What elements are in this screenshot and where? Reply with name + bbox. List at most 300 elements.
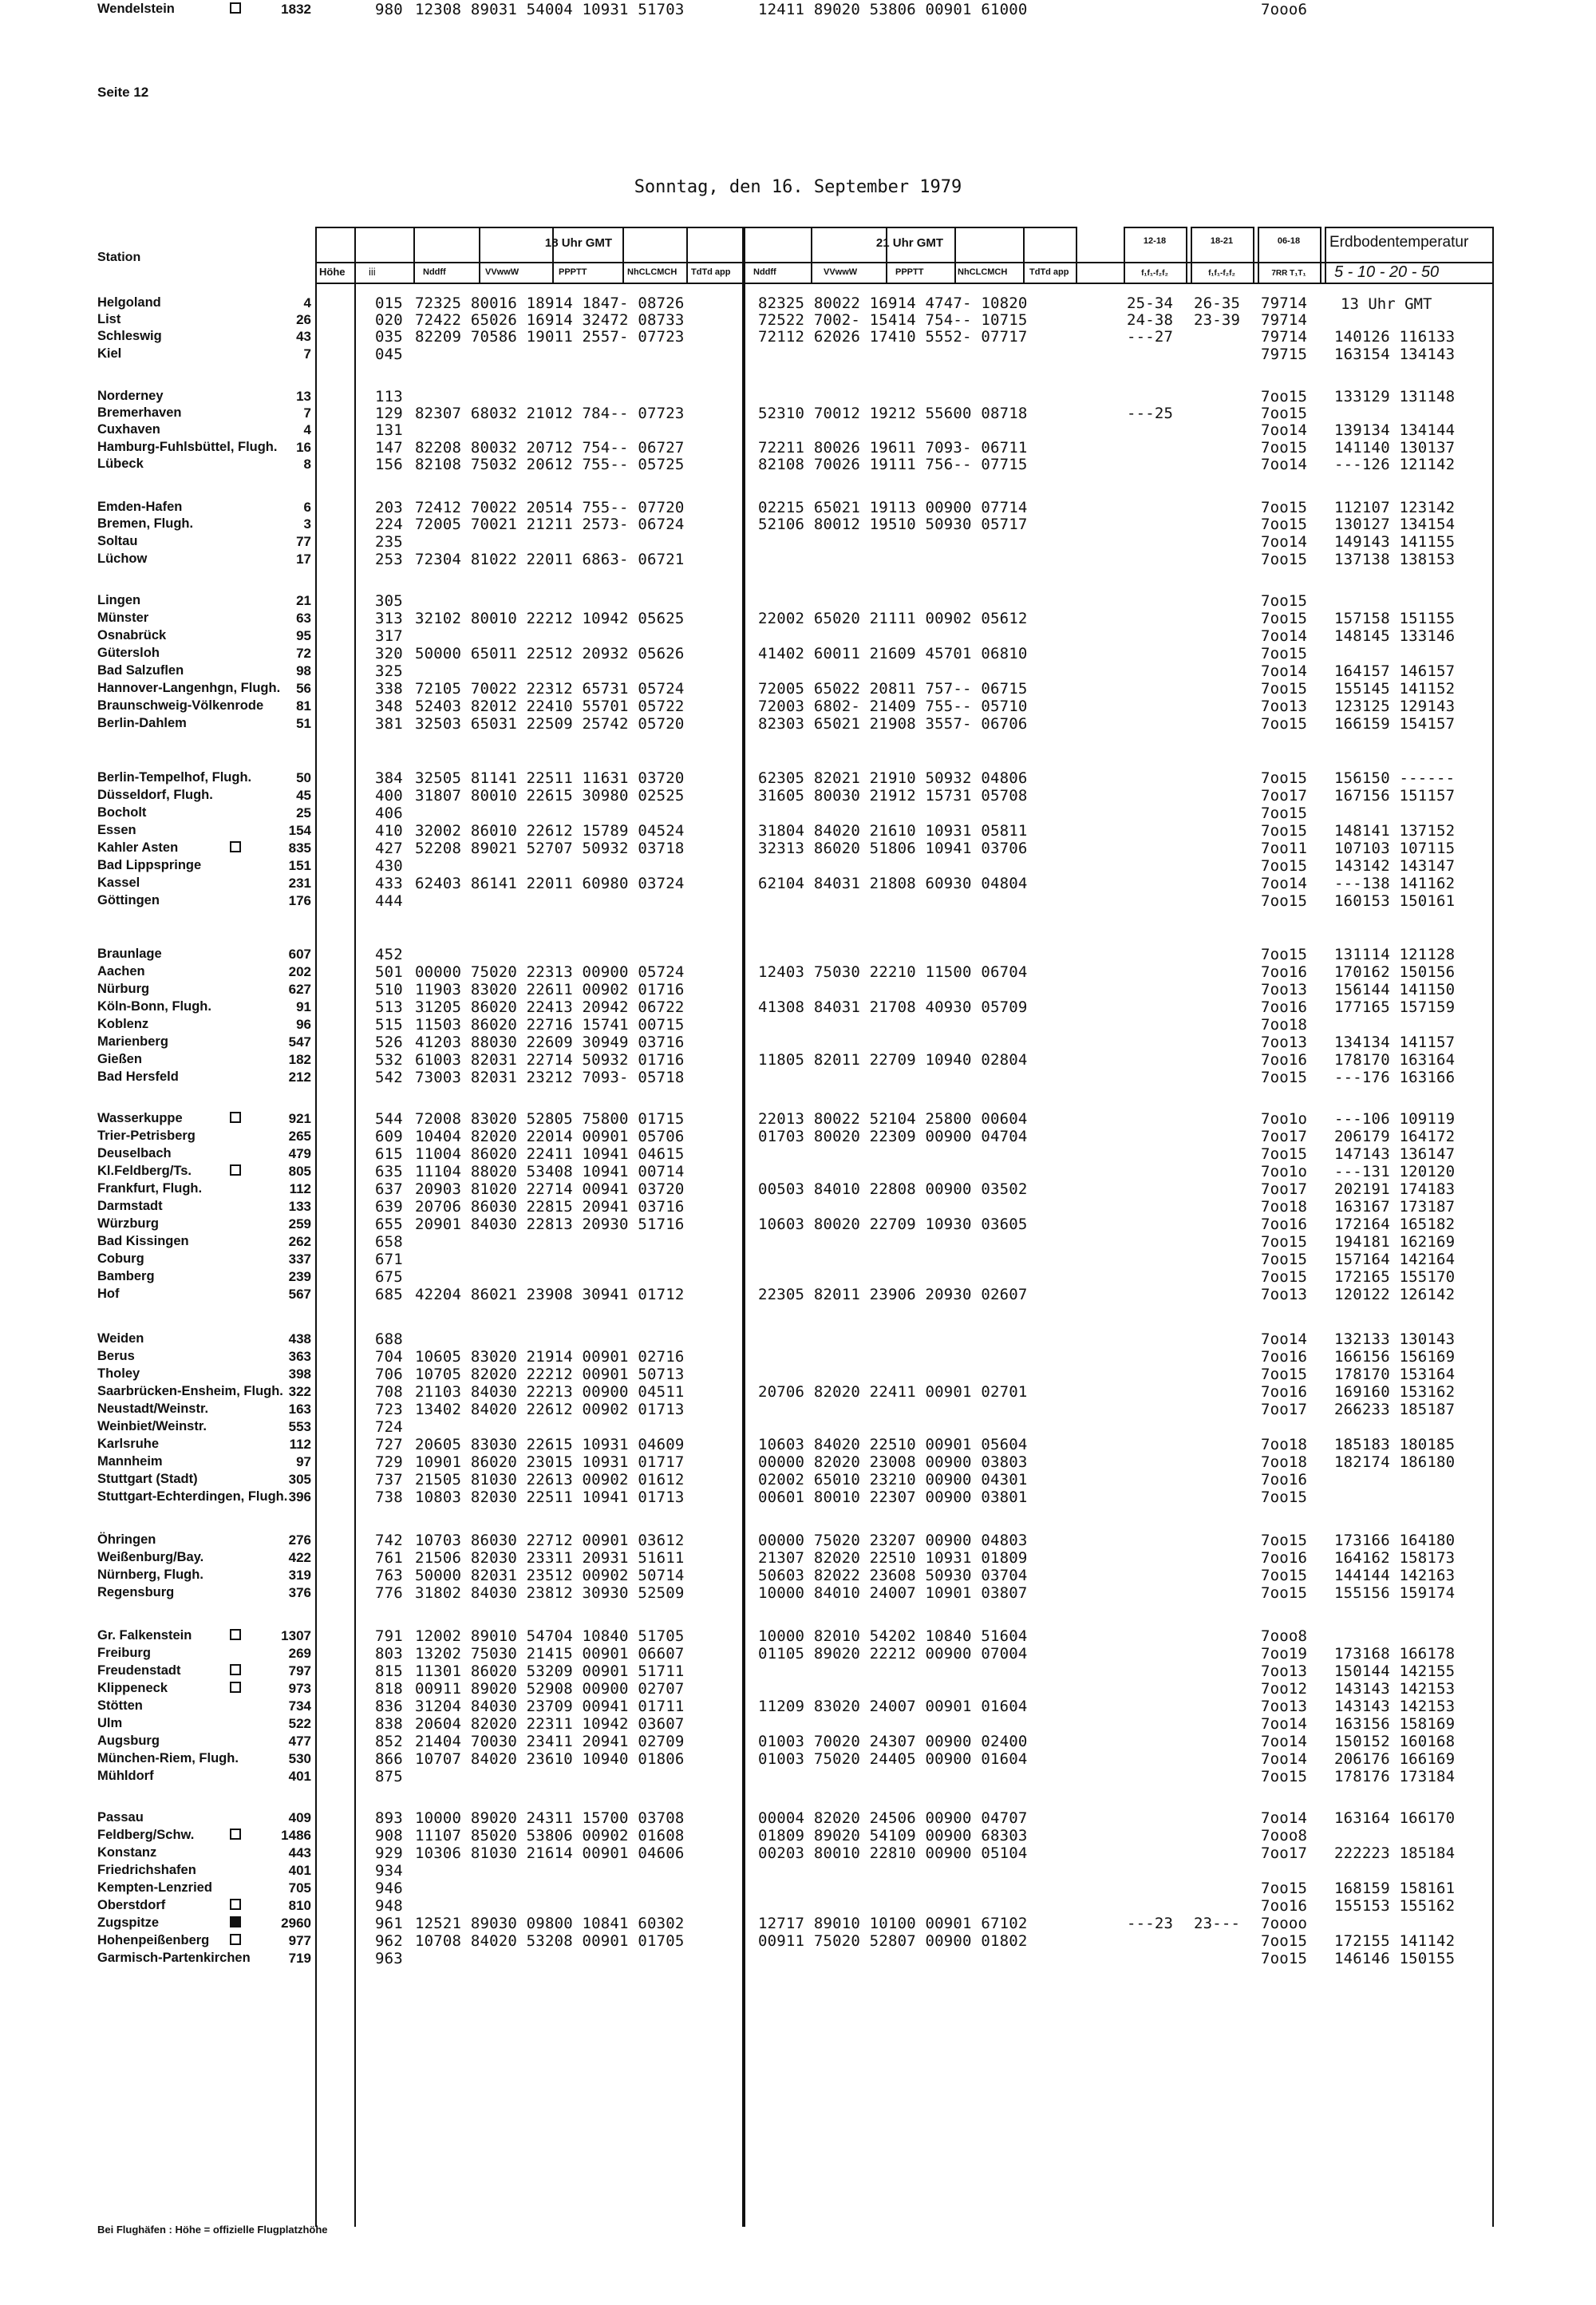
soil-temperature: 133129 131148 xyxy=(1334,388,1456,405)
station-height: 239 xyxy=(288,1269,311,1284)
station-height: 96 xyxy=(296,1017,311,1032)
table-row xyxy=(0,455,1596,472)
soil-temperature: 163156 158169 xyxy=(1334,1715,1456,1733)
obs-18-gmt: 72325 80016 18914 1847- 08726 xyxy=(415,295,685,312)
obs-21-gmt: 82303 65021 21908 3557- 06706 xyxy=(758,715,1028,733)
obs-18-gmt: 82209 70586 19011 2557- 07723 xyxy=(415,328,685,346)
table-row xyxy=(0,1267,1596,1285)
header-col-21: VVwwW xyxy=(824,267,858,277)
table-row xyxy=(0,387,1596,405)
station-id: 776 xyxy=(375,1584,403,1602)
precip-06-18: 7oo15 xyxy=(1261,892,1308,910)
station-name: Stuttgart-Echterdingen, Flugh. xyxy=(97,1489,288,1504)
obs-18-gmt: 10306 81030 21614 00901 04606 xyxy=(415,1844,685,1862)
header-divider xyxy=(1186,227,1187,283)
soil-temperature: 148141 137152 xyxy=(1334,822,1456,840)
station-id: 875 xyxy=(375,1768,403,1785)
soil-temperature: 185183 180185 xyxy=(1334,1436,1456,1453)
station-height: 13 xyxy=(296,389,311,404)
station-name: Emden-Hafen xyxy=(97,500,183,514)
obs-18-gmt: 12002 89010 54704 10840 51705 xyxy=(415,1627,685,1645)
precip-06-18: 7oo14 xyxy=(1261,1809,1308,1827)
open-square-icon xyxy=(230,1629,241,1640)
station-height: 112 xyxy=(289,1181,311,1196)
station-height: 265 xyxy=(288,1129,311,1144)
table-row xyxy=(0,1145,1596,1162)
station-height: 112 xyxy=(289,1437,311,1452)
obs-18-gmt: 20604 82020 22311 10942 03607 xyxy=(415,1715,685,1733)
station-name: Darmstadt xyxy=(97,1199,163,1213)
table-row xyxy=(0,1750,1596,1767)
table-row xyxy=(0,1453,1596,1470)
station-name: Tholey xyxy=(97,1366,140,1381)
station-name: Wendelstein xyxy=(97,2,175,16)
precip-12-18: ---25 xyxy=(1127,405,1174,422)
obs-18-gmt: 50000 82031 23512 00902 50714 xyxy=(415,1567,685,1584)
obs-18-gmt: 00000 75020 22313 00900 05724 xyxy=(415,963,685,981)
obs-18-gmt: 12521 89030 09800 10841 60302 xyxy=(415,1915,685,1932)
obs-21-gmt: 01809 89020 54109 00900 68303 xyxy=(758,1827,1028,1844)
station-name: Bad Salzuflen xyxy=(97,663,184,678)
soil-temperature: 155153 155162 xyxy=(1334,1897,1456,1915)
station-id: 433 xyxy=(375,875,403,892)
station-height: 1307 xyxy=(281,1628,311,1643)
table-row xyxy=(0,1566,1596,1583)
station-name: Kl.Feldberg/Ts. xyxy=(97,1164,192,1178)
station-height: 973 xyxy=(288,1681,311,1696)
station-name: Hohenpeißenberg xyxy=(97,1933,210,1947)
precip-06-18: 7oo15 xyxy=(1261,499,1308,516)
precip-06-18: 7oo14 xyxy=(1261,875,1308,892)
soil-temperature: 134134 141157 xyxy=(1334,1034,1456,1051)
station-height: 805 xyxy=(288,1164,311,1179)
soil-temperature: 157158 151155 xyxy=(1334,610,1456,627)
table-row xyxy=(0,1714,1596,1732)
table-row xyxy=(0,1417,1596,1435)
station-height: 95 xyxy=(296,628,311,643)
table-row xyxy=(0,1844,1596,1861)
precip-18-21: 23-39 xyxy=(1194,311,1241,329)
soil-temperature: ---138 141162 xyxy=(1334,875,1456,892)
station-name: Zugspitze xyxy=(97,1916,159,1930)
station-height: 398 xyxy=(288,1366,311,1382)
station-id: 305 xyxy=(375,592,403,610)
open-square-icon xyxy=(230,1164,241,1176)
station-id: 532 xyxy=(375,1051,403,1069)
table-row xyxy=(0,1180,1596,1197)
table-row xyxy=(0,714,1596,732)
station-name: Konstanz xyxy=(97,1845,157,1860)
header-col-21: TdTd app xyxy=(1029,267,1069,277)
precip-06-18: 7oo13 xyxy=(1261,698,1308,715)
precip-06-18: 7ooo8 xyxy=(1261,1827,1308,1844)
obs-21-gmt: 00503 84010 22808 00900 03502 xyxy=(758,1180,1028,1198)
obs-21-gmt: 82325 80022 16914 4747- 10820 xyxy=(758,295,1028,312)
precip-06-18: 7oo16 xyxy=(1261,1348,1308,1366)
soil-temperature: 172165 155170 xyxy=(1334,1268,1456,1286)
table-row xyxy=(0,1215,1596,1232)
precip-06-18: 7oo15 xyxy=(1261,1069,1308,1086)
table-row xyxy=(0,874,1596,892)
precip-06-18: 7oooo xyxy=(1261,1915,1308,1932)
soil-temperature: 157164 142164 xyxy=(1334,1251,1456,1268)
header-line xyxy=(1191,227,1253,228)
station-id: 384 xyxy=(375,769,403,787)
header-col-18: VVwwW xyxy=(485,267,519,277)
station-height: 337 xyxy=(288,1251,311,1267)
station-height: 133 xyxy=(288,1199,311,1214)
table-row xyxy=(0,1531,1596,1548)
station-id: 818 xyxy=(375,1680,403,1698)
station-id: 688 xyxy=(375,1330,403,1348)
obs-21-gmt: 01003 75020 24405 00900 01604 xyxy=(758,1750,1028,1768)
obs-18-gmt: 11503 86020 22716 15741 00715 xyxy=(415,1016,685,1034)
table-row xyxy=(0,892,1596,909)
obs-18-gmt: 31802 84030 23812 30930 52509 xyxy=(415,1584,685,1602)
soil-temperature: 173166 164180 xyxy=(1334,1532,1456,1549)
station-height: 477 xyxy=(288,1734,311,1749)
table-row xyxy=(0,1644,1596,1662)
obs-18-gmt: 11301 86020 53209 00901 51711 xyxy=(415,1663,685,1680)
header-col-18: Nddff xyxy=(423,267,446,277)
station-name: Hamburg-Fuhlsbüttel, Flugh. xyxy=(97,440,278,454)
station-name: Bremerhaven xyxy=(97,405,182,420)
table-row xyxy=(0,1896,1596,1914)
table-row xyxy=(0,515,1596,532)
station-name: List xyxy=(97,312,121,326)
soil-temperature: 112107 123142 xyxy=(1334,499,1456,516)
precip-06-18: 7oo16 xyxy=(1261,1216,1308,1233)
soil-temperature: 149143 141155 xyxy=(1334,533,1456,551)
precip-06-18: 7oo15 xyxy=(1261,1366,1308,1383)
station-name: Helgoland xyxy=(97,295,161,310)
precip-06-18: 7oo15 xyxy=(1261,680,1308,698)
soil-temperature: 164157 146157 xyxy=(1334,662,1456,680)
table-row xyxy=(0,310,1596,328)
precip-06-18: 7oo16 xyxy=(1261,1051,1308,1069)
soil-temperature: 173168 166178 xyxy=(1334,1645,1456,1663)
station-name: Feldberg/Schw. xyxy=(97,1828,195,1842)
precip-06-18: 7oo13 xyxy=(1261,1698,1308,1715)
station-id: 708 xyxy=(375,1383,403,1401)
station-height: 422 xyxy=(288,1550,311,1565)
station-id: 737 xyxy=(375,1471,403,1489)
header-line xyxy=(744,227,1076,228)
precip-06-18: 7oo15 xyxy=(1261,1532,1308,1549)
station-name: Augsburg xyxy=(97,1734,160,1748)
station-height: 56 xyxy=(296,681,311,696)
table-row xyxy=(0,1050,1596,1068)
station-height: 262 xyxy=(288,1234,311,1249)
obs-18-gmt: 20706 86030 22815 20941 03716 xyxy=(415,1198,685,1216)
header-line xyxy=(1258,227,1320,228)
table-row xyxy=(0,591,1596,609)
station-id: 615 xyxy=(375,1145,403,1163)
station-id: 015 xyxy=(375,295,403,312)
obs-18-gmt: 72005 70021 21211 2573- 06724 xyxy=(415,516,685,533)
station-id: 685 xyxy=(375,1286,403,1303)
header-line xyxy=(1124,227,1186,228)
header-line xyxy=(315,227,415,228)
station-id: 675 xyxy=(375,1268,403,1286)
precip-06-18: 7oo16 xyxy=(1261,1549,1308,1567)
obs-21-gmt: 50603 82022 23608 50930 03704 xyxy=(758,1567,1028,1584)
soil-temperature: 166159 154157 xyxy=(1334,715,1456,733)
station-name: Lübeck xyxy=(97,457,144,471)
precip-06-18: 7oo16 xyxy=(1261,963,1308,981)
station-id: 544 xyxy=(375,1110,403,1128)
obs-18-gmt: 10000 89020 24311 15700 03708 xyxy=(415,1809,685,1827)
soil-temperature: 163167 173187 xyxy=(1334,1198,1456,1216)
station-name: München-Riem, Flugh. xyxy=(97,1751,239,1765)
obs-18-gmt: 62403 86141 22011 60980 03724 xyxy=(415,875,685,892)
station-height: 627 xyxy=(288,982,311,997)
station-id: 452 xyxy=(375,946,403,963)
station-name: Trier-Petrisberg xyxy=(97,1129,196,1143)
station-id: 838 xyxy=(375,1715,403,1733)
table-row xyxy=(0,1068,1596,1085)
precip-06-18: 7oo15 xyxy=(1261,592,1308,610)
station-name: Braunschweig-Völkenrode xyxy=(97,698,264,713)
station-height: 921 xyxy=(288,1111,311,1126)
obs-21-gmt: 12403 75030 22210 11500 06704 xyxy=(758,963,1028,981)
soil-temperature: 160153 150161 xyxy=(1334,892,1456,910)
precip-06-18: 7oo13 xyxy=(1261,1286,1308,1303)
station-name: Norderney xyxy=(97,389,164,403)
soil-temperature: 146146 150155 xyxy=(1334,1950,1456,1967)
precip-06-18: 7oo14 xyxy=(1261,1750,1308,1768)
obs-18-gmt: 72008 83020 52805 75800 01715 xyxy=(415,1110,685,1128)
station-id: 724 xyxy=(375,1418,403,1436)
obs-18-gmt: 82108 75032 20612 755-- 05725 xyxy=(415,456,685,473)
soil-temperature: 132133 130143 xyxy=(1334,1330,1456,1348)
obs-21-gmt: 52106 80012 19510 50930 05717 xyxy=(758,516,1028,533)
station-height: 409 xyxy=(288,1810,311,1825)
soil-temperature: 170162 150156 xyxy=(1334,963,1456,981)
precip-06-18: 7oo14 xyxy=(1261,662,1308,680)
station-name: Saarbrücken-Ensheim, Flugh. xyxy=(97,1384,283,1398)
station-id: 962 xyxy=(375,1932,403,1950)
station-id: 729 xyxy=(375,1453,403,1471)
table-row xyxy=(0,1470,1596,1488)
obs-21-gmt: 11209 83020 24007 00901 01604 xyxy=(758,1698,1028,1715)
filled-square-icon xyxy=(230,1916,241,1927)
station-id: 348 xyxy=(375,698,403,715)
obs-21-gmt: 52310 70012 19212 55600 08718 xyxy=(758,405,1028,422)
soil-temperature: 107103 107115 xyxy=(1334,840,1456,857)
obs-18-gmt: 61003 82031 22714 50932 01716 xyxy=(415,1051,685,1069)
obs-21-gmt: 41402 60011 21609 45701 06810 xyxy=(758,645,1028,662)
header-divider xyxy=(622,227,624,283)
header-divider xyxy=(1325,227,1326,283)
footnote: Bei Flughäfen : Höhe = offizielle Flugplatzhöhe xyxy=(97,2224,328,2236)
precip-06-18: 7oo15 xyxy=(1261,1932,1308,1950)
station-height: 443 xyxy=(288,1845,311,1860)
soil-temperature: 206176 166169 xyxy=(1334,1750,1456,1768)
station-id: 045 xyxy=(375,346,403,363)
obs-18-gmt: 10605 83020 21914 00901 02716 xyxy=(415,1348,685,1366)
station-height: 202 xyxy=(288,964,311,979)
station-name: Öhringen xyxy=(97,1532,156,1547)
soil-temperature: ---106 109119 xyxy=(1334,1110,1456,1128)
station-height: 835 xyxy=(288,840,311,856)
precip-06-18: 7oo14 xyxy=(1261,421,1308,439)
obs-18-gmt: 10707 84020 23610 10940 01806 xyxy=(415,1750,685,1768)
open-square-icon xyxy=(230,841,241,852)
obs-18-gmt: 11903 83020 22611 00902 01716 xyxy=(415,981,685,998)
station-id: 542 xyxy=(375,1069,403,1086)
table-row xyxy=(0,0,1596,18)
table-row xyxy=(0,1767,1596,1785)
table-row xyxy=(0,1679,1596,1697)
obs-18-gmt: 21404 70030 23411 20941 02709 xyxy=(415,1733,685,1750)
obs-18-gmt: 31807 80010 22615 30980 02525 xyxy=(415,787,685,805)
table-row xyxy=(0,1861,1596,1879)
open-square-icon xyxy=(230,1899,241,1910)
obs-18-gmt: 00911 89020 52908 00900 02707 xyxy=(415,1680,685,1698)
table-row xyxy=(0,1879,1596,1896)
header-period-06-18: 06-18 xyxy=(1277,236,1301,246)
obs-18-gmt: 10901 86020 23015 10931 01717 xyxy=(415,1453,685,1471)
obs-18-gmt: 10404 82020 22014 00901 05706 xyxy=(415,1128,685,1145)
header-divider xyxy=(811,227,812,283)
station-id: 639 xyxy=(375,1198,403,1216)
precip-06-18: 7oo18 xyxy=(1261,1016,1308,1034)
station-height: 438 xyxy=(288,1331,311,1346)
obs-21-gmt: 41308 84031 21708 40930 05709 xyxy=(758,998,1028,1016)
open-square-icon xyxy=(230,1664,241,1675)
open-square-icon xyxy=(230,1829,241,1840)
table-row xyxy=(0,1914,1596,1931)
header-divider xyxy=(954,227,956,283)
soil-temperature: 150144 142155 xyxy=(1334,1663,1456,1680)
header-line xyxy=(315,262,1492,263)
station-name: Weißenburg/Bay. xyxy=(97,1550,204,1564)
soil-temperature: 147143 136147 xyxy=(1334,1145,1456,1163)
obs-21-gmt: 12411 89020 53806 00901 61000 xyxy=(758,1,1028,18)
precip-06-18: 7oo15 xyxy=(1261,822,1308,840)
table-row xyxy=(0,1232,1596,1250)
station-id: 406 xyxy=(375,805,403,822)
station-height: 63 xyxy=(296,611,311,626)
station-id: 763 xyxy=(375,1567,403,1584)
precip-06-18: 7oo15 xyxy=(1261,715,1308,733)
soil-temperature: 166156 156169 xyxy=(1334,1348,1456,1366)
table-row xyxy=(0,679,1596,697)
precip-06-18: 7oo13 xyxy=(1261,1663,1308,1680)
station-id: 803 xyxy=(375,1645,403,1663)
page-number: Seite 12 xyxy=(97,85,149,100)
station-name: Marienberg xyxy=(97,1034,168,1049)
station-height: 154 xyxy=(288,823,311,838)
station-name: Bocholt xyxy=(97,805,147,820)
station-id: 908 xyxy=(375,1827,403,1844)
station-id: 113 xyxy=(375,388,403,405)
soil-temperature: ---176 163166 xyxy=(1334,1069,1456,1086)
precip-06-18: 7oo17 xyxy=(1261,1128,1308,1145)
obs-18-gmt: 10705 82020 22212 00901 50713 xyxy=(415,1366,685,1383)
precip-18-21: 26-35 xyxy=(1194,295,1241,312)
station-id: 655 xyxy=(375,1216,403,1233)
obs-18-gmt: 73003 82031 23212 7093- 05718 xyxy=(415,1069,685,1086)
station-height: 50 xyxy=(296,770,311,785)
precip-06-18: 7oo19 xyxy=(1261,1645,1308,1663)
precip-06-18: 7oo15 xyxy=(1261,1567,1308,1584)
station-name: Weinbiet/Weinstr. xyxy=(97,1419,207,1433)
soil-temperature: 164162 158173 xyxy=(1334,1549,1456,1567)
soil-temperature: 156144 141150 xyxy=(1334,981,1456,998)
soil-temperature: 163164 166170 xyxy=(1334,1809,1456,1827)
station-name: Freiburg xyxy=(97,1646,151,1660)
precip-06-18: 7oo15 xyxy=(1261,946,1308,963)
table-row xyxy=(0,1931,1596,1949)
header-station: Station xyxy=(97,251,141,264)
station-name: Stuttgart (Stadt) xyxy=(97,1472,198,1486)
obs-21-gmt: 11805 82011 22709 10940 02804 xyxy=(758,1051,1028,1069)
precip-06-18: 7oo15 xyxy=(1261,1251,1308,1268)
header-line xyxy=(1325,227,1492,228)
obs-21-gmt: 12717 89010 10100 00901 67102 xyxy=(758,1915,1028,1932)
station-id: 706 xyxy=(375,1366,403,1383)
precip-06-18: 7oo18 xyxy=(1261,1453,1308,1471)
station-id: 727 xyxy=(375,1436,403,1453)
precip-06-18: 7oo15 xyxy=(1261,1268,1308,1286)
obs-18-gmt: 32002 86010 22612 15789 04524 xyxy=(415,822,685,840)
precip-06-18: 79714 xyxy=(1261,295,1308,312)
station-id: 658 xyxy=(375,1233,403,1251)
obs-18-gmt: 20903 81020 22714 00941 03720 xyxy=(415,1180,685,1198)
station-id: 400 xyxy=(375,787,403,805)
station-height: 810 xyxy=(288,1898,311,1913)
table-row xyxy=(0,1015,1596,1033)
station-id: 147 xyxy=(375,439,403,457)
table-row xyxy=(0,769,1596,786)
soil-temperature: 140126 116133 xyxy=(1334,328,1456,346)
station-id: 020 xyxy=(375,311,403,329)
precip-06-18: 7oo1o xyxy=(1261,1163,1308,1180)
station-id: 704 xyxy=(375,1348,403,1366)
obs-18-gmt: 21103 84030 22213 00900 04511 xyxy=(415,1383,685,1401)
precip-06-18: 7oo15 xyxy=(1261,1233,1308,1251)
station-id: 742 xyxy=(375,1532,403,1549)
station-name: Hannover-Langenhgn, Flugh. xyxy=(97,681,281,695)
header-divider xyxy=(479,227,480,283)
station-name: Mannheim xyxy=(97,1454,163,1469)
header-13-uhr: 13 Uhr GMT xyxy=(1341,295,1432,313)
precip-06-18: 7oo1o xyxy=(1261,1110,1308,1128)
precip-06-18: 7oo15 xyxy=(1261,1489,1308,1506)
obs-21-gmt: 10603 84020 22510 00901 05604 xyxy=(758,1436,1028,1453)
precip-06-18: 7oo15 xyxy=(1261,388,1308,405)
obs-18-gmt: 31204 84030 23709 00941 01711 xyxy=(415,1698,685,1715)
table-row xyxy=(0,856,1596,874)
table-row xyxy=(0,327,1596,345)
station-name: Essen xyxy=(97,823,136,837)
header-col-21: PPPTT xyxy=(895,267,924,277)
obs-21-gmt: 31804 84020 21610 10931 05811 xyxy=(758,822,1028,840)
header-line xyxy=(413,227,742,228)
obs-18-gmt: 13402 84020 22612 00902 01713 xyxy=(415,1401,685,1418)
soil-temperature: 143142 143147 xyxy=(1334,857,1456,875)
station-name: Berlin-Tempelhof, Flugh. xyxy=(97,770,252,785)
station-height: 479 xyxy=(288,1146,311,1161)
precip-06-18: 7oo15 xyxy=(1261,405,1308,422)
obs-18-gmt: 72304 81022 22011 6863- 06721 xyxy=(415,551,685,568)
station-height: 4 xyxy=(303,295,311,310)
header-line xyxy=(315,283,1492,284)
precip-06-18: 7ooo8 xyxy=(1261,1627,1308,1645)
station-height: 77 xyxy=(296,534,311,549)
